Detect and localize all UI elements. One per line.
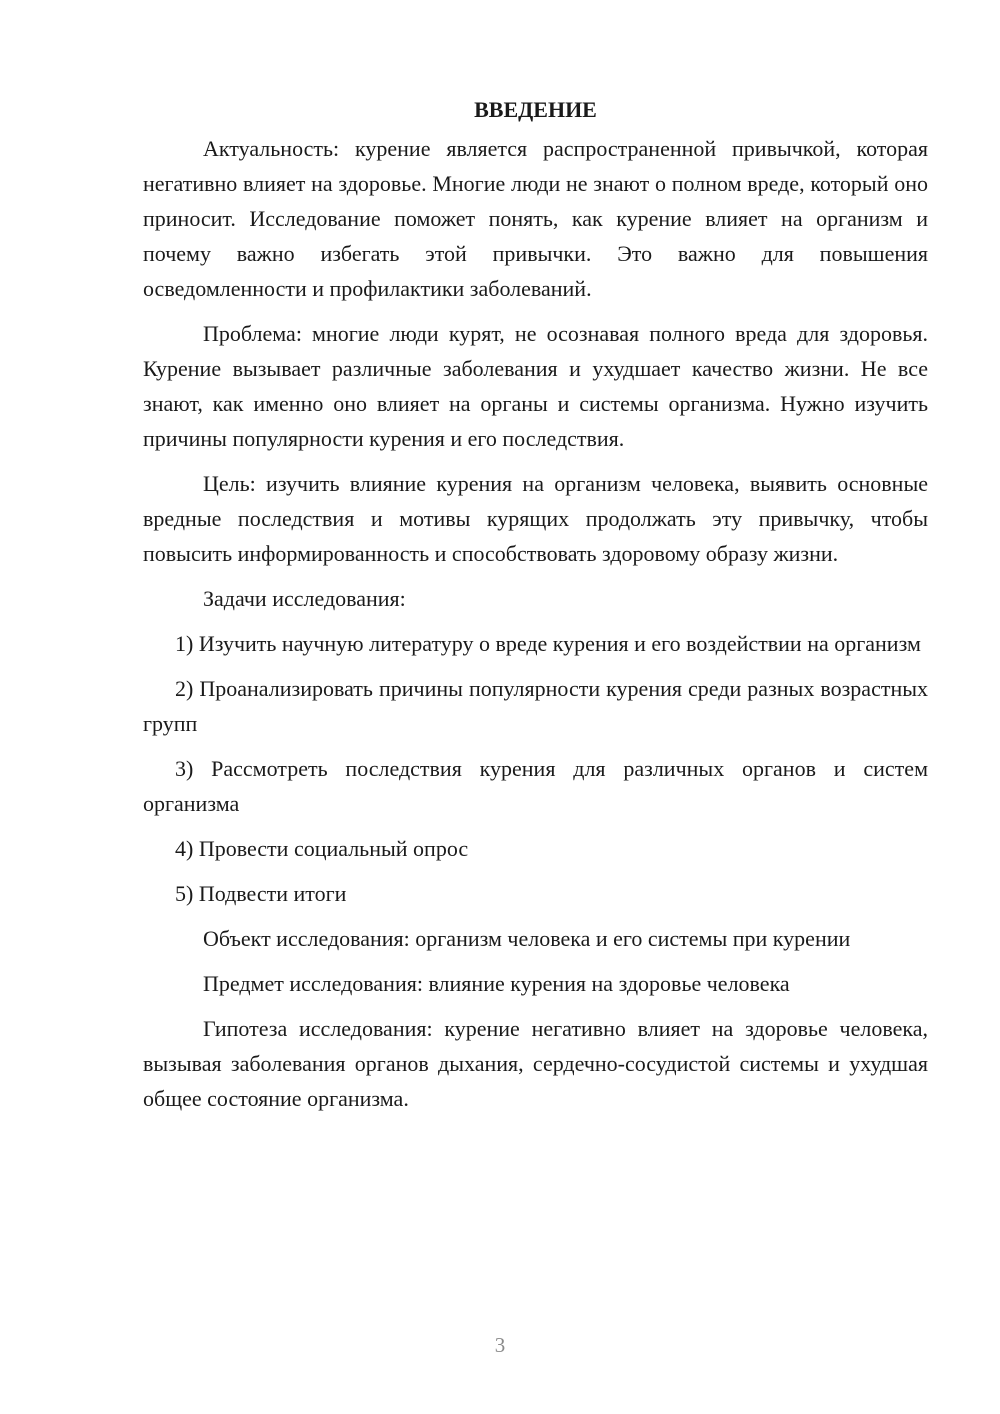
- section-heading: ВВЕДЕНИЕ: [474, 97, 597, 122]
- document-page: [143, 92, 928, 1126]
- page-number: 3: [494, 1333, 506, 1357]
- task-item-2: 2) Проанализировать причины популярности курения среди разных возрастных групп: [143, 676, 928, 736]
- subject-paragraph: Предмет исследования: влияние курения на здоровье человека: [203, 971, 790, 996]
- object-paragraph: Объект исследования: организм человека и его системы при курении: [203, 926, 851, 951]
- problem-paragraph: Проблема: многие люди курят, не осознавая полного вреда для здоровья. Курение вызывает различные заболевания и ухудшает качество жизни. Не все знают, как именно оно влияет на органы и системы организма. Нужно изучить причины популярности курения и его последствия.: [143, 321, 928, 451]
- task-item-5: 5) Подвести итоги: [175, 881, 347, 906]
- task-item-3: 3) Рассмотреть последствия курения для различных органов и систем организма: [143, 756, 928, 816]
- tasks-heading: Задачи исследования:: [203, 586, 406, 611]
- goal-paragraph: Цель: изучить влияние курения на организм человека, выявить основные вредные последствия и мотивы курящих продолжать эту привычку, чтобы повысить информированность и способствовать здоровому образу жизни.: [143, 471, 928, 566]
- hypothesis-paragraph: Гипотеза исследования: курение негативно влияет на здоровье человека, вызывая заболевания органов дыхания, сердечно-сосудистой системы и ухудшая общее состояние организма.: [143, 1016, 928, 1111]
- task-item-1: 1) Изучить научную литературу о вреде курения и его воздействии на организм: [175, 631, 921, 656]
- relevance-paragraph: Актуальность: курение является распространенной привычкой, которая негативно влияет на здоровье. Многие люди не знают о полном вреде, который оно приносит. Исследование поможет понять, как курение влияет на организм и почему важно избегать этой привычки. Это важно для повышения осведомленности и профилактики заболеваний.: [143, 136, 928, 301]
- task-item-4: 4) Провести социальный опрос: [175, 836, 469, 861]
